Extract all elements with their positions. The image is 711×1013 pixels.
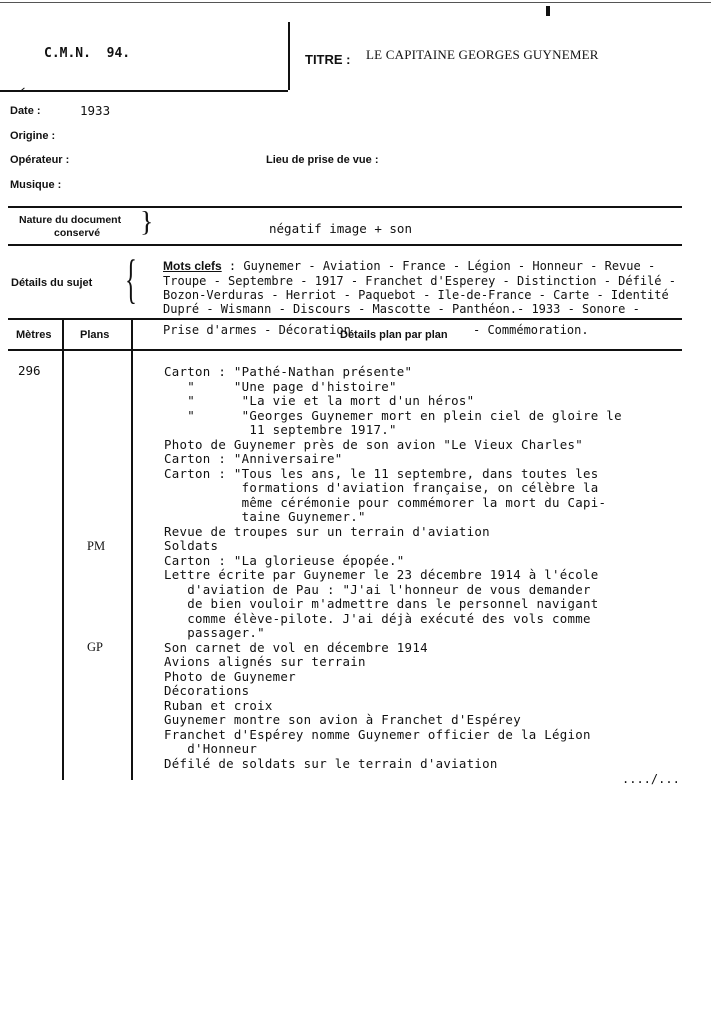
plans-header: Plans xyxy=(80,329,110,341)
entry-line: formations d'aviation française, on célèbre la xyxy=(164,480,599,495)
subject-line-2: Troupe - Septembre - 1917 - Franchet d'Esperey - Distinction - Défilé - xyxy=(163,274,676,288)
column-line-2 xyxy=(131,318,133,780)
reference-number: C.M.N. 94. xyxy=(44,46,131,61)
plan-pm: PM xyxy=(87,539,106,553)
metres-header: Mètres xyxy=(16,329,52,341)
date-label: Date : xyxy=(10,105,41,117)
entry-line: Guynemer montre son avion à Franchet d'Espérey xyxy=(164,712,521,727)
entry-line: " "Une page d'histoire" xyxy=(164,379,397,394)
entry-line: Décorations xyxy=(164,683,250,698)
sujet-brace: { xyxy=(125,249,137,309)
entry-line: d'aviation de Pau : "J'ai l'honneur de vous demander xyxy=(164,582,591,597)
subject-line-5a: Prise d'armes - Décoration xyxy=(163,323,351,337)
entry-line: Carton : "La glorieuse épopée." xyxy=(164,553,405,568)
sujet-label: Détails du sujet xyxy=(11,277,93,289)
nature-top-line xyxy=(8,206,682,208)
entry-line: Lettre écrite par Guynemer le 23 décembre 1914 à l'école xyxy=(164,567,599,582)
entry-line: Carton : "Pathé-Nathan présente" xyxy=(164,364,413,379)
column-line-1 xyxy=(62,318,64,780)
plan-gp: GP xyxy=(87,640,103,654)
date-value: 1933 xyxy=(80,103,111,118)
table-header-top-line xyxy=(8,318,682,320)
details-header: Détails plan par plan xyxy=(340,329,448,341)
scan-mark xyxy=(546,6,550,16)
entry-line: Défilé de soldats sur le terrain d'aviation xyxy=(164,756,498,771)
entry-line: 11 septembre 1917." xyxy=(164,422,397,437)
mots-clefs-label: Mots clefs xyxy=(163,259,222,273)
entry-line: Revue de troupes sur un terrain d'aviation xyxy=(164,524,490,539)
nature-label-2: conservé xyxy=(54,227,101,239)
entry-line: Photo de Guynemer xyxy=(164,669,296,684)
subject-line-1 xyxy=(163,259,683,274)
lieu-label: Lieu de prise de vue : xyxy=(266,154,379,166)
entry-line: de bien vouloir m'admettre dans le personnel navigant xyxy=(164,596,599,611)
subject-line-3: Bozon-Verduras - Herriot - Paquebot - Ile-de-France - Carte - Identité xyxy=(163,288,669,302)
page-title: LE CAPITAINE GEORGES GUYNEMER xyxy=(366,47,599,62)
table-header-bottom-line xyxy=(8,349,682,351)
entry-line: Carton : "Tous les ans, le 11 septembre, dans toutes les xyxy=(164,466,599,481)
entry-line: Avions alignés sur terrain xyxy=(164,654,366,669)
entry-line: même cérémonie pour commémorer la mort du Capi- xyxy=(164,495,607,510)
subject-line-5b: - Commémoration. xyxy=(473,323,589,337)
entry-line: Franchet d'Espérey nomme Guynemer officier de la Légion xyxy=(164,727,591,742)
title-label: TITRE : xyxy=(305,52,351,67)
mots-clefs-line-1: : Guynemer - Aviation - France - Légion - Honneur - Revue - xyxy=(221,259,656,273)
nature-label-1: Nature du document xyxy=(19,214,122,226)
entry-line: Photo de Guynemer près de son avion "Le Vieux Charles" xyxy=(164,437,584,452)
header-divider xyxy=(288,22,290,90)
entry-line: Ruban et croix xyxy=(164,698,273,713)
musique-label: Musique : xyxy=(10,179,62,191)
nature-bottom-line xyxy=(8,244,682,246)
entry-line: d'Honneur xyxy=(164,741,258,756)
nature-value: négatif image + son xyxy=(269,221,412,236)
top-edge-line xyxy=(0,2,711,3)
metres-value: 296 xyxy=(18,363,41,378)
entry-line: comme élève-pilote. J'ai déjà exécuté des vols comme xyxy=(164,611,591,626)
subject-line-4: Dupré - Wismann - Discours - Mascotte - Panthéon.- 1933 - Sonore - xyxy=(163,302,640,316)
operateur-label: Opérateur : xyxy=(10,154,70,166)
entry-line: taine Guynemer." xyxy=(164,509,366,524)
entry-line: " "La vie et la mort d'un héros" xyxy=(164,393,475,408)
header-underline xyxy=(0,90,288,92)
entry-line: Son carnet de vol en décembre 1914 xyxy=(164,640,428,655)
entry-line: " "Georges Guynemer mort en plein ciel de gloire le xyxy=(164,408,622,423)
nature-brace: } xyxy=(140,207,154,238)
entry-line: Soldats xyxy=(164,538,219,553)
continuation-mark: ..../... xyxy=(622,772,680,786)
entry-line: passager." xyxy=(164,625,265,640)
origine-label: Origine : xyxy=(10,130,56,142)
entry-line: Carton : "Anniversaire" xyxy=(164,451,343,466)
